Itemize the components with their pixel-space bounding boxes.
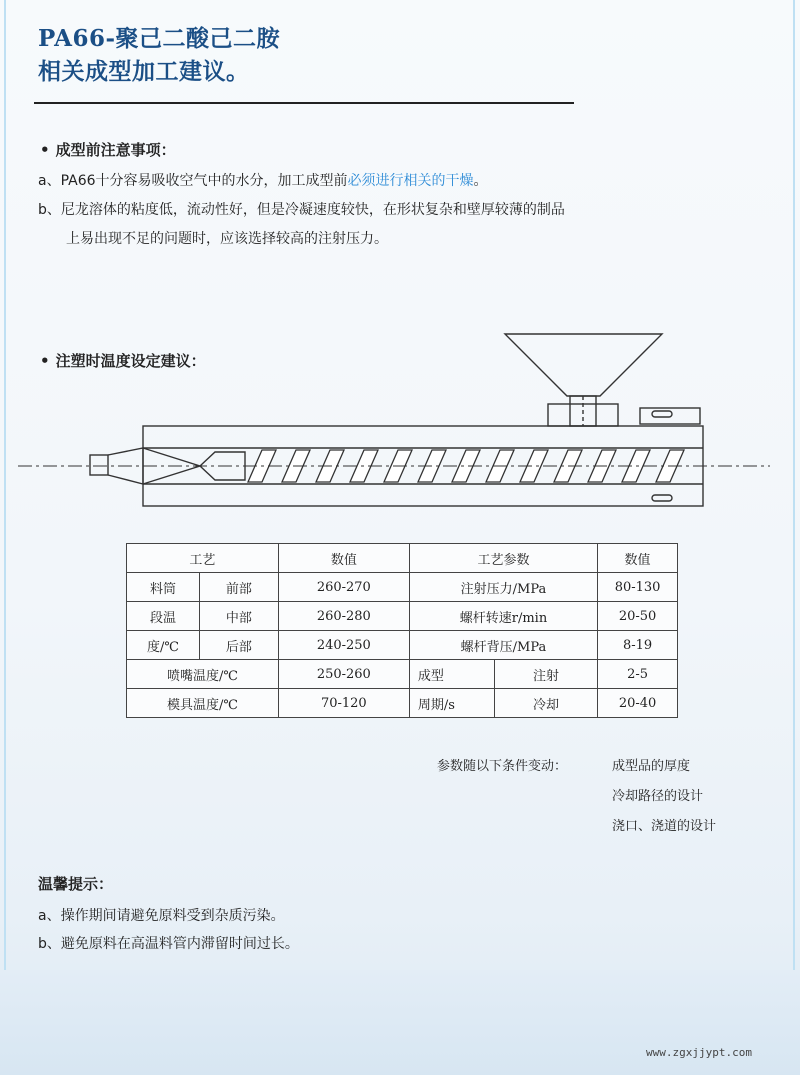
item-a-suffix: 。 — [473, 173, 488, 189]
table-cell: 后部 — [200, 631, 279, 660]
table-header-cell: 数值 — [278, 544, 409, 573]
table-cell: 20-50 — [598, 602, 678, 631]
title-line-1: PA66-聚己二酸己二胺 — [38, 25, 281, 52]
table-cell: 螺杆转速r/min — [409, 602, 597, 631]
table-row — [127, 573, 678, 602]
item-a-text: a、PA66十分容易吸收空气中的水分，加工成型前 — [38, 173, 348, 189]
title-divider — [34, 102, 574, 104]
table-cell: 度/℃ — [127, 631, 200, 660]
item-b-line-2: 上易出现不足的问题时，应该选择较高的注射压力。 — [66, 231, 388, 247]
page-title — [38, 22, 280, 88]
table-cell: 注射压力/MPa — [409, 573, 597, 602]
table-row — [127, 660, 678, 689]
title-line-2: 相关成型加工建议。 — [38, 58, 250, 85]
injection-machine-diagram — [0, 322, 800, 522]
table-cell: 成型 — [409, 660, 494, 689]
table-cell: 前部 — [200, 573, 279, 602]
item-a — [38, 170, 488, 190]
table-cell: 70-120 — [278, 689, 409, 718]
table-cell: 周期/s — [409, 689, 494, 718]
section-temperature-title: 注塑时温度设定建议： — [55, 352, 206, 370]
table-cell: 喷嘴温度/℃ — [127, 660, 279, 689]
table-row — [127, 689, 678, 718]
section-pre-molding-title: 成型前注意事项： — [55, 141, 176, 159]
conditions-label: 参数随以下条件变动： — [437, 759, 568, 774]
table-header-row — [127, 544, 678, 573]
item-a-highlight: 必须进行相关的干燥 — [347, 173, 474, 189]
condition-item: 冷却路径的设计 — [612, 789, 704, 804]
table-header-cell: 工艺参数 — [409, 544, 597, 573]
table-cell: 料筒 — [127, 573, 200, 602]
table-cell: 240-250 — [278, 631, 409, 660]
bullet-icon: • — [40, 352, 50, 370]
table-row — [127, 602, 678, 631]
table-cell: 260-270 — [278, 573, 409, 602]
table-cell: 注射 — [494, 660, 597, 689]
table-header-cell: 工艺 — [127, 544, 279, 573]
table-cell: 8-19 — [598, 631, 678, 660]
bullet-icon: • — [40, 141, 50, 159]
table-cell: 段温 — [127, 602, 200, 631]
item-b-line-1: b、尼龙溶体的粘度低，流动性好，但是冷凝速度较快，在形状复杂和壁厚较薄的制品 — [38, 202, 565, 218]
tip-item-b: b、避免原料在高温料管内滞留时间过长。 — [38, 936, 299, 952]
table-cell: 模具温度/℃ — [127, 689, 279, 718]
table-cell: 80-130 — [598, 573, 678, 602]
table-cell: 20-40 — [598, 689, 678, 718]
table-row — [127, 631, 678, 660]
condition-item: 浇口、浇道的设计 — [612, 819, 717, 834]
table-cell: 冷却 — [494, 689, 597, 718]
tips-heading: 温馨提示： — [38, 875, 114, 893]
table-cell: 260-280 — [278, 602, 409, 631]
table-cell: 2-5 — [598, 660, 678, 689]
tip-item-a: a、操作期间请避免原料受到杂质污染。 — [38, 908, 285, 924]
site-watermark: www.zgxjjypt.com — [646, 1046, 752, 1059]
section-pre-molding-heading — [40, 139, 176, 160]
table-cell: 250-260 — [278, 660, 409, 689]
process-parameter-table — [126, 543, 678, 718]
hopper-icon — [505, 334, 662, 396]
bottom-band — [0, 970, 800, 1075]
table-cell: 螺杆背压/MPa — [409, 631, 597, 660]
table-cell: 中部 — [200, 602, 279, 631]
condition-item: 成型品的厚度 — [612, 759, 691, 774]
table-header-cell: 数值 — [598, 544, 678, 573]
